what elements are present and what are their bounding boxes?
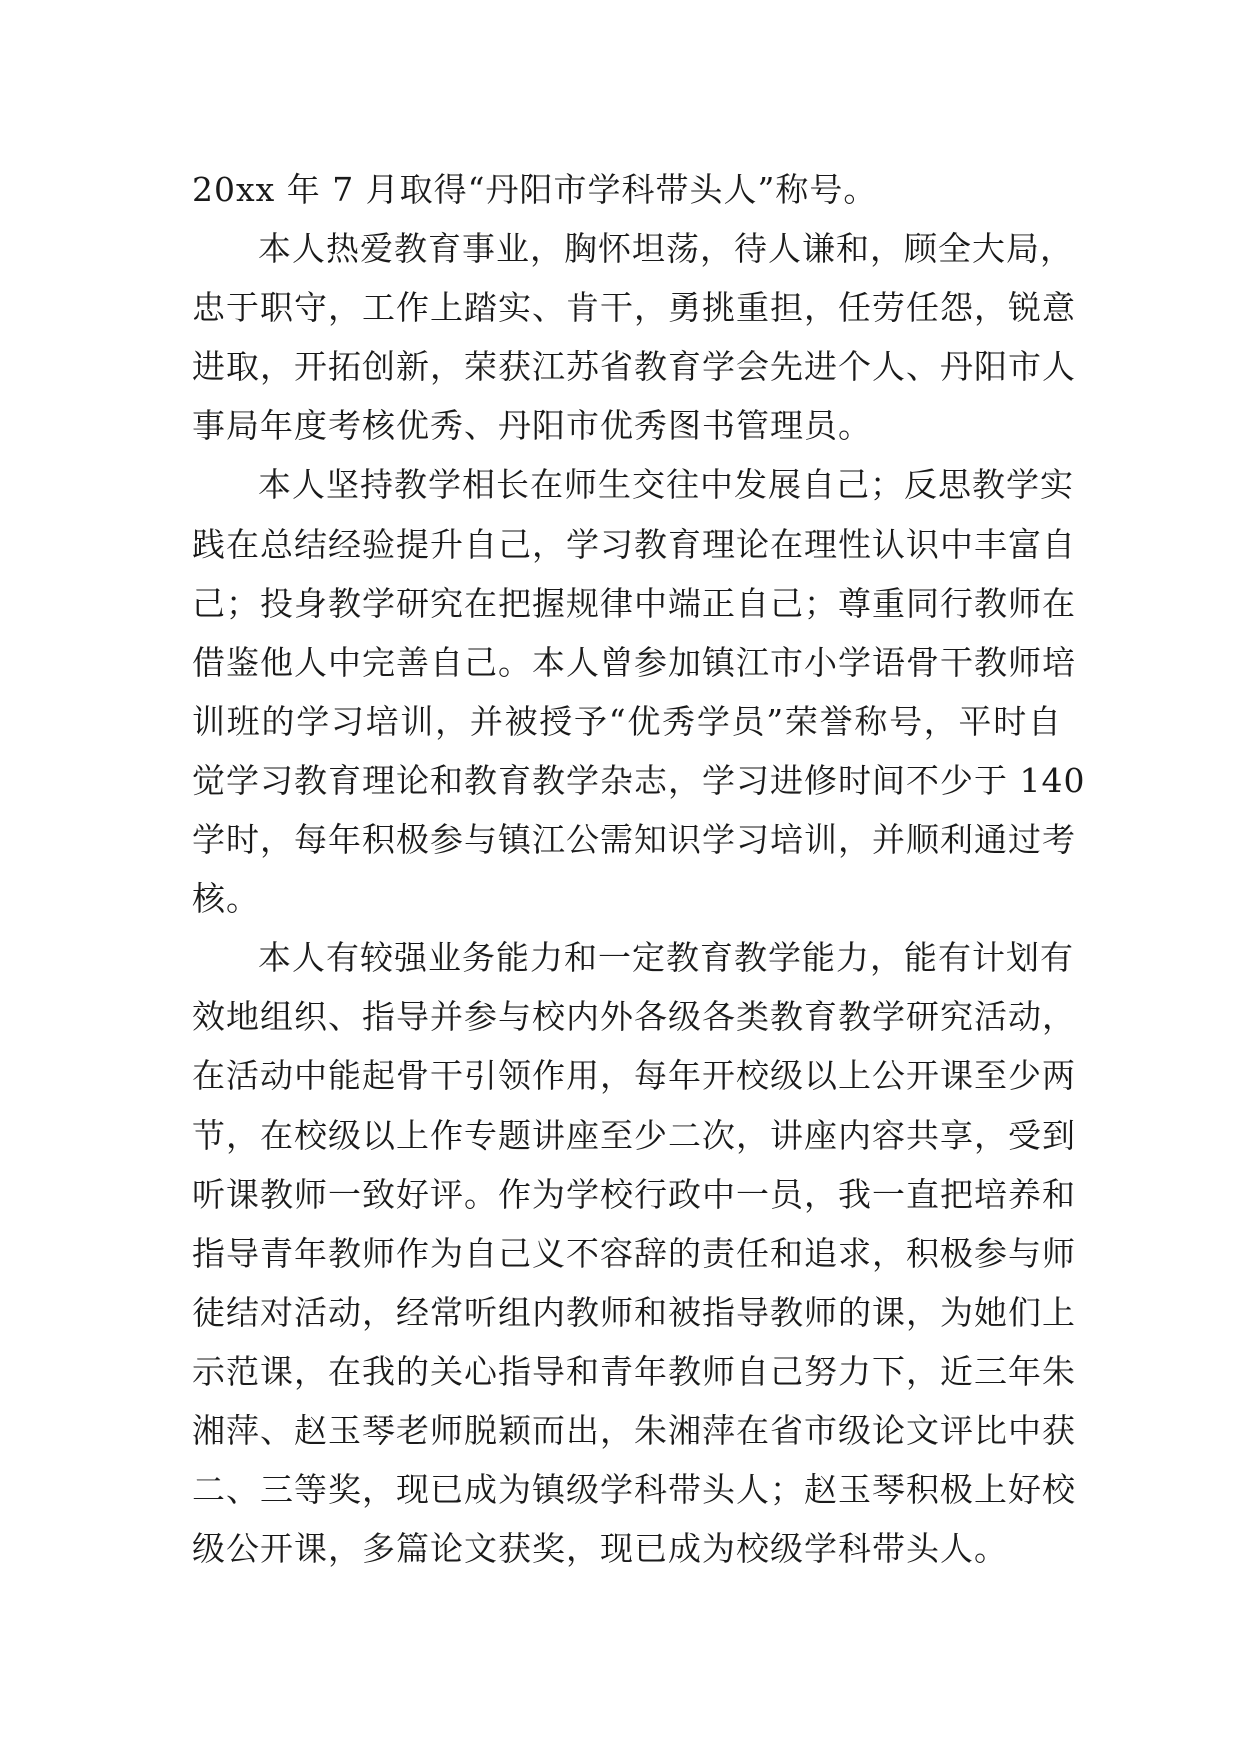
text-line-23: 二、三等奖，现已成为镇级学科带头人；赵玉琴积极上好校 bbox=[192, 1470, 1076, 1510]
text-line-3: 忠于职守，工作上踏实、肯干，勇挑重担，任劳任怨，锐意 bbox=[192, 288, 1076, 328]
text-line-7: 践在总结经验提升自己，学习教育理论在理性认识中丰富自 bbox=[192, 524, 1076, 564]
text-line-21: 示范课，在我的关心指导和青年教师自己努力下，近三年朱 bbox=[192, 1351, 1076, 1391]
text-line-24: 级公开课，多篇论文获奖，现已成为校级学科带头人。 bbox=[192, 1529, 1008, 1569]
text-line-18: 听课教师一致好评。作为学校行政中一员，我一直把培养和 bbox=[192, 1174, 1076, 1214]
text-line-11: 觉学习教育理论和教育教学杂志，学习进修时间不少于 140 bbox=[192, 760, 1086, 800]
text-line-15: 效地组织、指导并参与校内外各级各类教育教学研究活动， bbox=[192, 997, 1076, 1037]
text-line-16: 在活动中能起骨干引领作用，每年开校级以上公开课至少两 bbox=[192, 1056, 1076, 1096]
text-line-14: 本人有较强业务能力和一定教育教学能力，能有计划有 bbox=[258, 938, 1074, 978]
text-line-17: 节，在校级以上作专题讲座至少二次，讲座内容共享，受到 bbox=[192, 1115, 1076, 1155]
text-line-1: 20xx 年 7 月取得“丹阳市学科带头人”称号。 bbox=[192, 170, 878, 209]
text-line-19: 指导青年教师作为自己义不容辞的责任和追求，积极参与师 bbox=[192, 1233, 1076, 1273]
text-line-2: 本人热爱教育事业，胸怀坦荡，待人谦和，顾全大局， bbox=[258, 229, 1074, 269]
text-line-9: 借鉴他人中完善自己。本人曾参加镇江市小学语骨干教师培 bbox=[192, 642, 1076, 682]
text-line-10: 训班的学习培训，并被授予“优秀学员”荣誉称号，平时自 bbox=[192, 701, 1062, 741]
text-line-12: 学时，每年积极参与镇江公需知识学习培训，并顺利通过考 bbox=[192, 820, 1076, 860]
document-body bbox=[192, 160, 1086, 1578]
text-line-13: 核。 bbox=[192, 879, 260, 919]
text-line-20: 徒结对活动，经常听组内教师和被指导教师的课，为她们上 bbox=[192, 1292, 1076, 1332]
text-line-22: 湘萍、赵玉琴老师脱颖而出，朱湘萍在省市级论文评比中获 bbox=[192, 1410, 1076, 1450]
text-line-5: 事局年度考核优秀、丹阳市优秀图书管理员。 bbox=[192, 406, 872, 446]
text-line-4: 进取，开拓创新，荣获江苏省教育学会先进个人、丹阳市人 bbox=[192, 347, 1076, 387]
text-line-6: 本人坚持教学相长在师生交往中发展自己；反思教学实 bbox=[258, 465, 1074, 505]
text-line-8: 己；投身教学研究在把握规律中端正自己；尊重同行教师在 bbox=[192, 583, 1076, 623]
